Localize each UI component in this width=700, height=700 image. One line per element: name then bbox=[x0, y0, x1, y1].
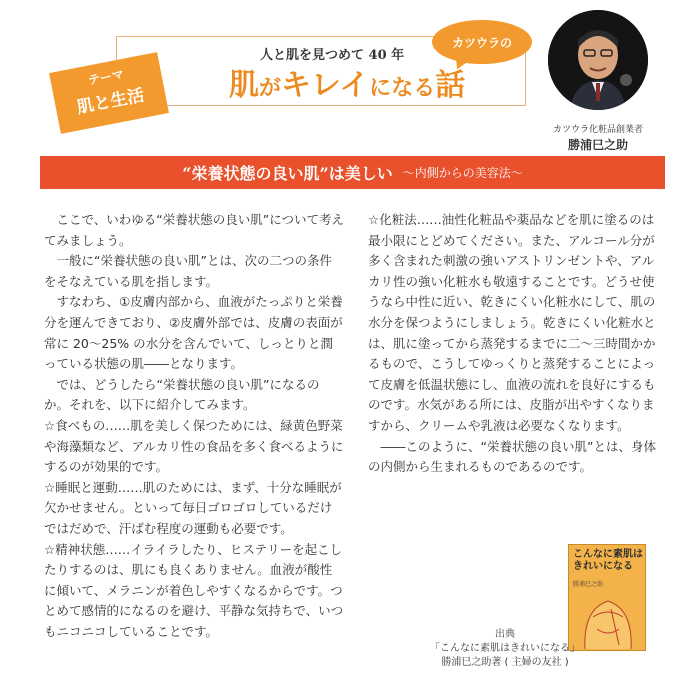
paragraph: すなわち、①皮膚内部から、血液がたっぷりと栄養分を運んできており、②皮膚外部では、皮膚の表面が常に 20〜25% の水分を含んでいて、しっとりと潤っている状態の肌――となります。 bbox=[44, 294, 343, 372]
paragraph: では、どうしたら“栄養状態の良い肌”になるのか。それを、以下に紹介してみます。 bbox=[44, 376, 320, 413]
paragraph: ――このように、“栄養状態の良い肌”とは、身体の内側から生まれるものであるのです。 bbox=[368, 438, 656, 475]
title-part-1: 肌 bbox=[229, 68, 259, 103]
theme-label: テーマ bbox=[86, 66, 125, 88]
paragraph: ここで、いわゆる“栄養状態の良い肌”について考えてみましょう。 bbox=[44, 212, 344, 248]
title-part-5: 話 bbox=[435, 68, 466, 103]
paragraph: 一般に“栄養状態の良い肌”とは、次の二つの条件をそなえている肌を指します。 bbox=[44, 253, 332, 289]
theme-title: 肌と生活 bbox=[75, 85, 147, 119]
portrait-image bbox=[548, 10, 648, 110]
source-label: 出典 bbox=[495, 629, 515, 640]
speech-bubble bbox=[432, 20, 532, 64]
paragraph: ☆化粧法……油性化粧品や薬品などを肌に塗るのは最小限にとどめてください。また、アルコール分が多く含まれた刺激の強いアストリンゼントや、アルカリ性の強い化粧水も敬遠することです。どうせ使うなら中性に近い、乾きにくい化粧水にして、肌の水分を保つようにしましょう。乾きにくい化粧水とは、肌に塗ってから蒸発するまでに二〜三時間かかるもので、こうしてゆっくりと蒸発することによって皮膚を低温状態にし、血液の流れを良好にするものです。水気がある所には、皮脂が出やすくなりますから、クリームや乳液は必要なくなります。 bbox=[368, 212, 656, 433]
title-part-3: キレイ bbox=[281, 68, 370, 103]
right-column bbox=[368, 210, 663, 478]
paragraph: ☆睡眠と運動……肌のためには、まず、十分な睡眠が欠かせません。といって毎日ゴロゴロしているだけではだめで、汗ばむ程度の運動も必要です。 bbox=[44, 479, 342, 536]
paragraph: ☆精神状態……イライラしたり、ヒステリーを起こしたりするのは、肌にも良くありません。血液が酸性に傾いて、メラニンが着色しやすくなるからです。つとめて感情的になるのを避け、平静な気持ちで、いつもニコニコしていることです。 bbox=[44, 541, 344, 639]
book-author: 勝浦巳之助 bbox=[573, 581, 604, 588]
left-column bbox=[44, 210, 344, 642]
source-title: 「こんなに素肌はきれいになる」 bbox=[430, 643, 580, 654]
title-part-2: が bbox=[259, 75, 282, 101]
book-title bbox=[573, 549, 643, 573]
banner-title: “栄養状態の良い肌”は美しい bbox=[182, 164, 393, 183]
paragraph: ☆食べもの……肌を美しく保つためには、緑黄色野菜や海藻類など、アルカリ性の食品を多く食べるようにするのが効果的です。 bbox=[44, 417, 344, 475]
theme-tag bbox=[49, 52, 169, 134]
page-title bbox=[229, 60, 465, 104]
source-citation bbox=[410, 628, 600, 670]
book-title-line-1: こんなに素肌は bbox=[573, 549, 643, 560]
source-credit: 勝浦巳之助著 ( 主婦の友社 ) bbox=[441, 657, 569, 668]
header-subtitle: 人と肌を見つめて 40 年 bbox=[260, 48, 405, 63]
founder-role: カツウラ化粧品創業者 bbox=[552, 125, 643, 135]
founder-name: 勝浦巳之助 bbox=[567, 138, 628, 152]
title-part-4: になる bbox=[369, 75, 436, 101]
founder-portrait bbox=[548, 10, 648, 110]
bubble-text: カツウラの bbox=[451, 35, 512, 50]
book-title-line-2: きれいになる bbox=[573, 561, 633, 572]
section-banner bbox=[40, 156, 665, 189]
banner-subtitle: 〜内側からの美容法〜 bbox=[402, 166, 523, 180]
